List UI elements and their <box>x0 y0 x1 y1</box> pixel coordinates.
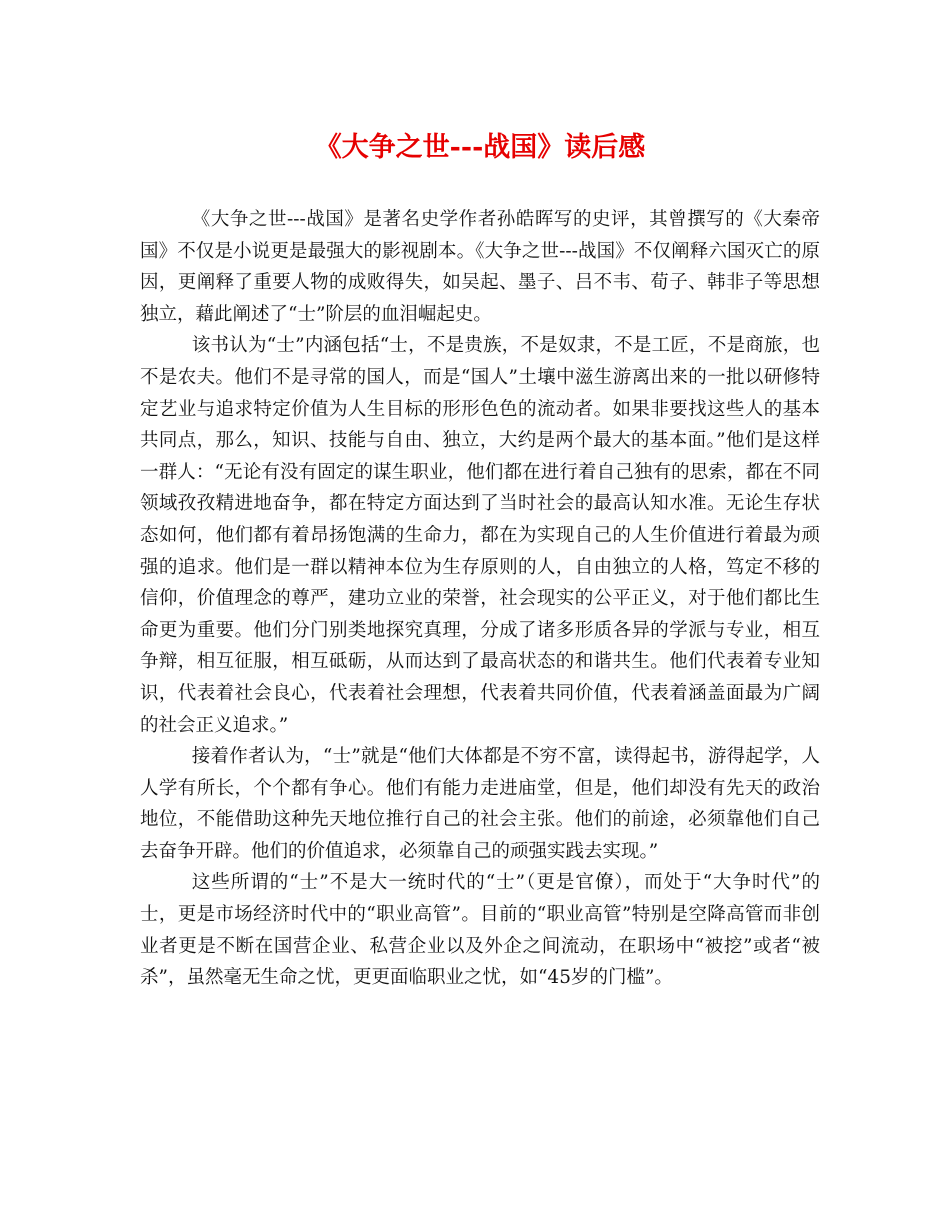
paragraph-3: 接着作者认为，“士”就是“他们大体都是不穷不富，读得起书，游得起学，人人学有所长，个个都有争心。他们有能力走进庙堂，但是，他们却没有先天的政治地位，不能借助这种先天地位推行自己的社会主张。他们的前途，必须靠他们自己去奋争开辟。他们的价值追求，必须靠自己的顽强实践去实现。” <box>140 746 820 862</box>
paragraph-1: 《大争之世---战国》是著名史学作者孙皓晖写的史评，其曾撰写的《大秦帝国》不仅是小说更是最强大的影视剧本。《大争之世---战国》不仅阐释六国灭亡的原因，更阐释了重要人物的成败得失，如吴起、墨子、吕不韦、荀子、韩非子等思想独立，藉此阐述了“士”阶层的血泪崛起史。 <box>140 209 820 325</box>
paragraph-4: 这些所谓的“士”不是大一统时代的“士”（更是官僚），而处于“大争时代”的士，更是市场经济时代中的“职业高管”。目前的“职业高管”特别是空降高管而非创业者更是不断在国营企业、私营企业以及外企之间流动，在职场中“被挖”或者“被杀”，虽然毫无生命之忧，更更面临职业之忧，如“45岁的门槛”。 <box>140 872 820 989</box>
page-title: 《大争之世---战国》读后感 <box>314 132 646 163</box>
paragraph-2: 该书认为“士”内涵包括“士，不是贵族，不是奴隶，不是工匠，不是商旅，也不是农夫。他们不是寻常的国人，而是“国人”土壤中滋生游离出来的一批以研修特定艺业与追求特定价值为人生目标的形形色色的流动者。如果非要找这些人的基本共同点，那么，知识、技能与自由、独立，大约是两个最大的基本面。”他们是这样一群人：“无论有没有固定的谋生职业，他们都在进行着自己独有的思索，都在不同领域孜孜精进地奋争，都在特定方面达到了当时社会的最高认知水准。无论生存状态如何，他们都有着昂扬饱满的生命力，都在为实现自己的人生价值进行着最为顽强的追求。他们是一群以精神本位为生存原则的人，自由独立的人格，笃定不移的信仰，价值理念的尊严，建功立业的荣誉，社会现实的公平正义，对于他们都比生命更为重要。他们分门别类地探究真理，分成了诸多形质各异的学派与专业，相互争辩，相互征服，相互砥砺，从而达到了最高状态的和谐共生。他们代表着专业知识，代表着社会良心，代表着社会理想，代表着共同价值，代表着涵盖面最为广阔的社会正义追求。” <box>140 335 820 736</box>
document-body <box>140 204 820 994</box>
